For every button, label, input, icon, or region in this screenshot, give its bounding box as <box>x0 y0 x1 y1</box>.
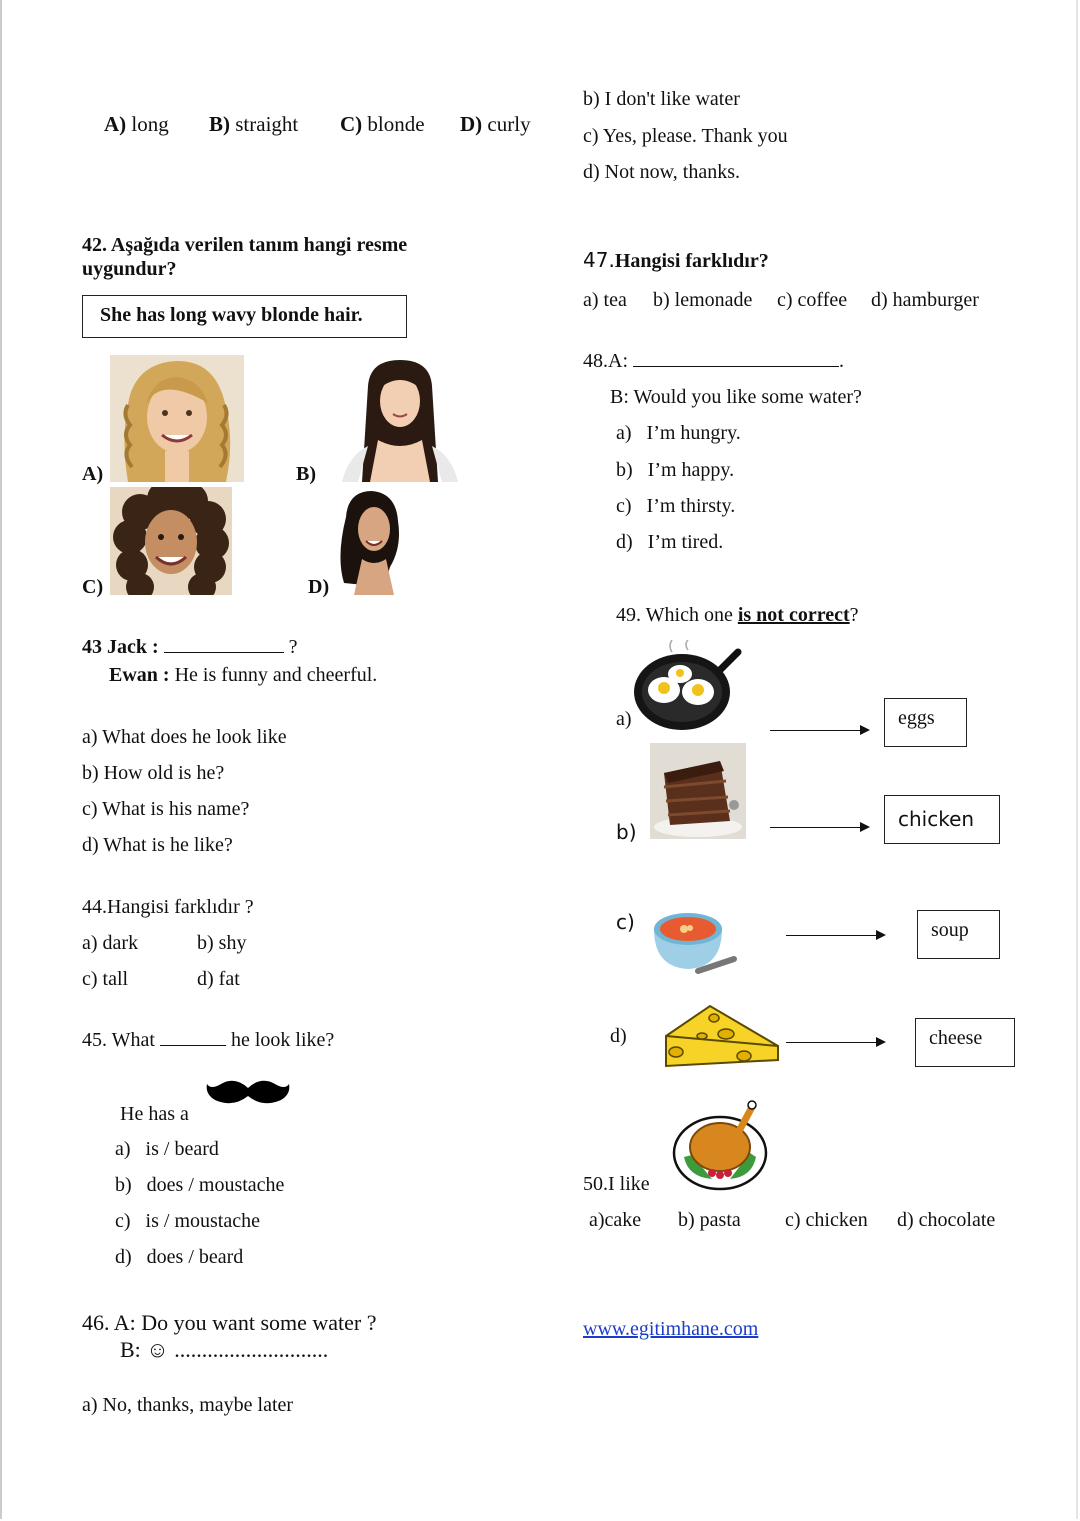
q44-option-a: a) dark <box>82 932 139 954</box>
q49-letter-d: d) <box>610 1025 627 1047</box>
q50-option-c: c) chicken <box>785 1209 868 1231</box>
q46-line-b: B: ☺ ............................ <box>120 1337 329 1362</box>
q42-statement: She has long wavy blonde hair. <box>100 304 363 326</box>
q45-option-d: d) does / beard <box>115 1246 244 1268</box>
q42-title-line2: uygundur? <box>82 258 177 280</box>
q41-option-b: B) straight <box>209 112 299 136</box>
q49-arrow-c <box>786 935 884 936</box>
q49-letter-b: b) <box>616 820 637 844</box>
q42-statement-box <box>82 295 407 338</box>
dark-wavy-hair-photo <box>334 487 406 595</box>
q43-question: 43 Jack : ? <box>82 636 298 658</box>
q44-option-c: c) tall <box>82 968 129 990</box>
q45-answer-blank[interactable] <box>160 1045 226 1046</box>
q47-option-d: d) hamburger <box>871 289 979 311</box>
q49-word-box-b <box>884 795 1000 844</box>
q43-option-c: c) What is his name? <box>82 798 250 820</box>
q43-ewan-line: Ewan : He is funny and cheerful. <box>109 664 378 686</box>
q47-title: 47.Hangisi farklıdır? <box>583 248 769 272</box>
q46-option-c: c) Yes, please. Thank you <box>583 125 788 147</box>
q49-arrow-d <box>786 1042 884 1043</box>
roast-chicken-icon <box>672 1097 772 1198</box>
q48-option-a: a) I’m hungry. <box>616 422 741 444</box>
q44-option-d: d) fat <box>197 968 240 990</box>
q42-label-b: B) <box>296 463 316 485</box>
soup-bowl-icon <box>650 905 740 984</box>
q45-option-b: b) does / moustache <box>115 1174 285 1196</box>
q48-option-d: d) I’m tired. <box>616 531 724 553</box>
q41-option-d: D) curly <box>460 112 531 136</box>
q47-option-c: c) coffee <box>777 289 848 311</box>
q43-option-d: d) What is he like? <box>82 834 233 856</box>
q49-word-box-d <box>915 1018 1015 1067</box>
q44-title: 44.Hangisi farklıdır ? <box>82 896 254 918</box>
q43-option-b: b) How old is he? <box>82 762 225 784</box>
q49-arrow-b <box>770 827 868 828</box>
q49-arrow-a <box>770 730 868 731</box>
q48-option-b: b) I’m happy. <box>616 459 735 481</box>
cheese-icon <box>660 1000 782 1075</box>
q43-option-a: a) What does he look like <box>82 726 287 748</box>
q49-word-box-a <box>884 698 967 747</box>
q42-title-line1: 42. Aşağıda verilen tanım hangi resme <box>82 234 408 256</box>
curly-hair-photo <box>110 487 232 595</box>
q47-option-a: a) tea <box>583 289 627 311</box>
q42-label-d: D) <box>308 576 330 598</box>
q41-option-c: C) blonde <box>340 112 425 136</box>
egitimhane-link[interactable]: www.egitimhane.com <box>583 1318 759 1340</box>
q45-has-text: He has a <box>120 1103 189 1125</box>
q50-option-d: d) chocolate <box>897 1209 996 1231</box>
q46-option-d: d) Not now, thanks. <box>583 161 741 183</box>
q49-word-a: eggs <box>898 707 935 729</box>
q42-label-c: C) <box>82 576 104 598</box>
fried-eggs-icon <box>632 640 742 737</box>
q50-text: 50.I like <box>583 1173 650 1195</box>
straight-dark-hair-photo <box>338 356 463 482</box>
q48-option-c: c) I’m thirsty. <box>616 495 736 517</box>
q48-b-line: B: Would you like some water? <box>610 386 862 408</box>
blonde-wavy-photo <box>110 355 244 482</box>
q50-option-a: a)cake <box>589 1209 642 1231</box>
q49-word-d: cheese <box>929 1027 983 1049</box>
q48-a-line: 48.A: . <box>583 350 844 372</box>
q42-label-a: A) <box>82 463 104 485</box>
q49-letter-a: a) <box>616 708 632 730</box>
q45-question: 45. What he look like? <box>82 1029 335 1051</box>
q45-option-c: c) is / moustache <box>115 1210 260 1232</box>
q46-line-a: 46. A: Do you want some water ? <box>82 1310 377 1335</box>
q41-option-a: A) long <box>104 112 169 136</box>
q46-option-a: a) No, thanks, maybe later <box>82 1394 294 1416</box>
q46-option-b: b) I don't like water <box>583 88 740 110</box>
cake-slice-icon <box>650 743 746 839</box>
q49-word-b: chicken <box>898 807 975 831</box>
q50-option-b: b) pasta <box>678 1209 741 1231</box>
q48-answer-blank[interactable] <box>633 366 839 367</box>
q47-option-b: b) lemonade <box>653 289 753 311</box>
q44-option-b: b) shy <box>197 932 247 954</box>
q43-answer-blank[interactable] <box>164 652 284 653</box>
q49-word-c: soup <box>931 919 969 941</box>
q49-title: 49. Which one is not correct? <box>616 604 859 626</box>
moustache-icon <box>205 1078 291 1113</box>
q45-option-a: a) is / beard <box>115 1138 219 1160</box>
q49-word-box-c <box>917 910 1000 959</box>
q49-letter-c: c) <box>616 910 635 934</box>
